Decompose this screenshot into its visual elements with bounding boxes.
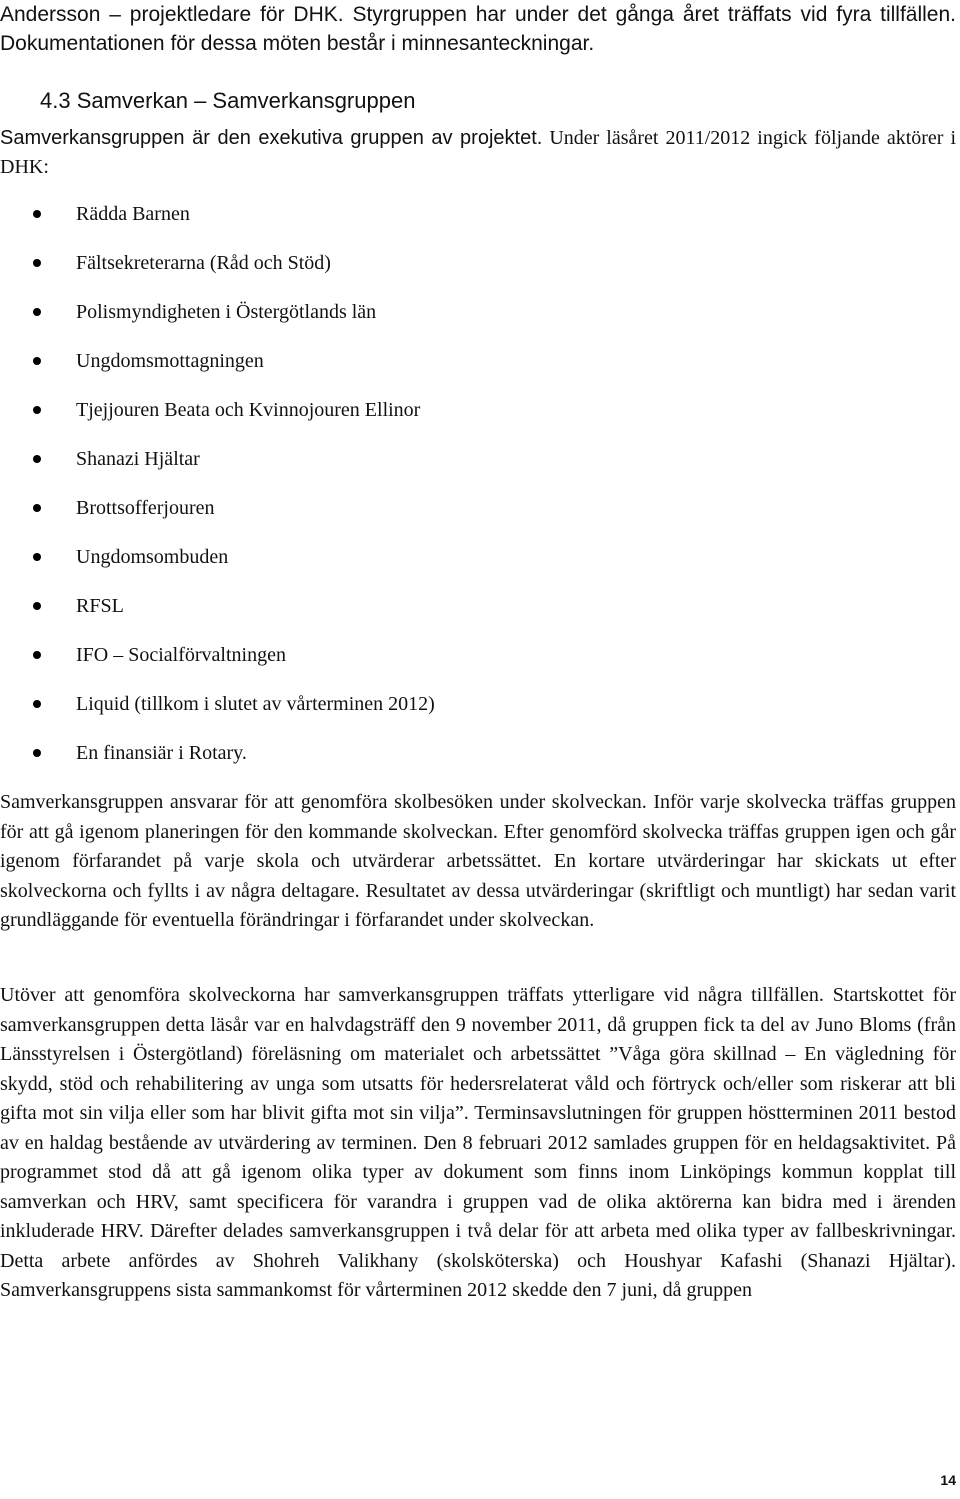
bullet-icon [33,504,41,512]
list-item-text: IFO – Socialförvaltningen [76,644,286,666]
page-number: 14 [940,1472,956,1488]
list-item-text: Brottsofferjouren [76,497,215,519]
top-paragraph: Andersson – projektledare för DHK. Styrgruppen har under det gånga året träffats vid fyra tillfällen. Dokumentationen för dessa möten består i minnesanteckningar. [0,3,956,55]
bullet-icon [33,259,41,267]
list-item-text: Rädda Barnen [76,203,190,225]
list-item [0,639,435,688]
list-item-text: Ungdomsmottagningen [76,350,264,372]
bullet-icon [33,210,41,218]
list-item-text: Fältsekreterarna (Råd och Stöd) [76,252,331,274]
intro-sans-part: Samverkansgruppen är den exekutiva gruppen av projektet. [0,127,543,149]
body-paragraph-1: Samverkansgruppen ansvarar för att genomföra skolbesöken under skolveckan. Inför varje skolvecka träffas gruppen för att gå igenom planeringen för den kommande skolveckan. Efter genomförd skolvecka träffas gruppen igen och går igenom förfarandet på varje skola och utvärderar arbetssättet. En kortare utvärderingar har skickats ut efter skolveckorna och fyllts i av några deltagare. Resultatet av dessa utvärderingar (skriftligt och muntligt) har sedan varit grundläggande för eventuella förändringar i förfarandet under skolveckan. [0,791,956,931]
body-paragraph-2: Utöver att genomföra skolveckorna har samverkansgruppen träffats ytterligare vid några tillfällen. Startskottet för samverkansgruppen detta läsår var en halvdagsträff den 9 november 2011, då gruppen fick ta del av Juno Bloms (från Länsstyrelsen i Östergötland) föreläsning om materialet och arbetssättet ”Våga göra skillnad – En vägledning för skydd, stöd och rehabilitering av unga som utsatts för hedersrelaterat våld och förtryck och/eller som riskerar att bli gifta mot sin vilja eller som har blivit gifta mot sin vilja”. Terminsavslutningen för gruppen höstterminen 2011 bestod av en haldag bestående av utvärdering av terminen. Den 8 februari 2012 samlades gruppen för en heldagsaktivitet. På programmet stod då att gå igenom olika typer av dokument som finns inom Linköpings kommun kopplat till samverkan och HRV, samt specificera för varandra i gruppen vad de olika aktörerna kan bidra med i ärenden inkluderade HRV. Därefter delades samverkansgruppen i två delar för att arbeta med olika typer av fallbeskrivningar. Detta arbete anfördes av Shohreh Valikhany (skolsköterska) och Houshyar Kafashi (Shanazi Hjältar). Samverkansgruppens sista sammankomst för vårterminen 2012 skedde den 7 juni, då gruppen [0,984,956,1301]
list-item [0,688,435,737]
bullet-icon [33,602,41,610]
bullet-icon [33,357,41,365]
list-item [0,198,435,247]
list-item-text: En finansiär i Rotary. [76,742,247,764]
list-item [0,296,435,345]
bullet-icon [33,651,41,659]
bullet-icon [33,455,41,463]
bullet-icon [33,700,41,708]
list-item [0,247,435,296]
bullet-icon [33,406,41,414]
list-item [0,737,435,786]
bullet-icon [33,749,41,757]
list-item-text: Shanazi Hjältar [76,448,200,470]
intro-serif-part: Under läsåret 2011/2012 ingick följande aktörer i DHK: [0,127,957,178]
list-item [0,541,435,590]
bullet-icon [33,553,41,561]
list-item [0,492,435,541]
list-item-text: Tjejjouren Beata och Kvinnojouren Ellinor [76,399,421,421]
list-item-text: Polismyndigheten i Östergötlands län [76,301,377,323]
list-item [0,590,435,639]
member-list [0,198,435,786]
section-heading: 4.3 Samverkan – Samverkansgruppen [40,88,416,113]
bullet-icon [33,308,41,316]
intro-paragraph [0,124,956,182]
list-item-text: Ungdomsombuden [76,546,229,568]
list-item [0,345,435,394]
list-item [0,443,435,492]
list-item-text: RFSL [76,595,124,617]
list-item [0,394,435,443]
list-item-text: Liquid (tillkom i slutet av vårterminen 2012) [76,693,435,715]
